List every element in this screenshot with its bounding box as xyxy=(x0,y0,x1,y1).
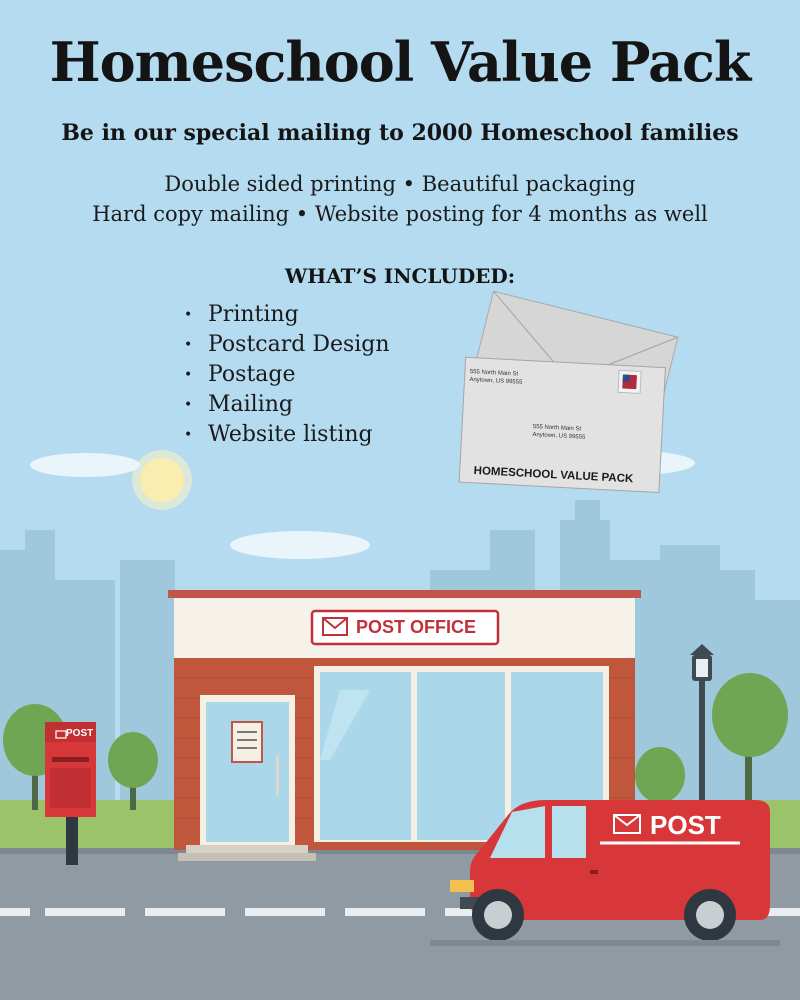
return-address-line: 555 North Main St xyxy=(469,368,519,378)
feature-line: Double sided printing • Beautiful packaging xyxy=(164,172,636,196)
list-item: • Website listing xyxy=(180,420,390,450)
sun-icon xyxy=(132,450,192,510)
envelope-stack xyxy=(459,291,678,492)
to-address-line: 555 North Main St xyxy=(532,423,582,433)
envelope-icon xyxy=(323,618,347,635)
return-address-line: Anytown, US 99555 xyxy=(469,376,523,386)
included-heading: WHAT’S INCLUDED: xyxy=(284,264,516,288)
envelope-label: HOMESCHOOL VALUE PACK xyxy=(473,465,634,486)
page-subtitle: Be in our special mailing to 2000 Homeschool families xyxy=(61,120,739,146)
list-item: • Printing xyxy=(180,300,390,330)
post-office-sign: POST OFFICE xyxy=(356,617,477,637)
van-label: POST xyxy=(650,810,721,840)
page-title: Homeschool Value Pack xyxy=(49,30,751,94)
to-address-line: Anytown, US 99555 xyxy=(532,431,586,441)
list-item: • Mailing xyxy=(180,390,390,420)
included-list xyxy=(180,300,390,450)
list-item: • Postcard Design xyxy=(180,330,390,360)
feature-line: Hard copy mailing • Website posting for 4 months as well xyxy=(92,202,708,226)
list-item: • Postage xyxy=(180,360,390,390)
mailbox-label: POST xyxy=(66,728,94,739)
